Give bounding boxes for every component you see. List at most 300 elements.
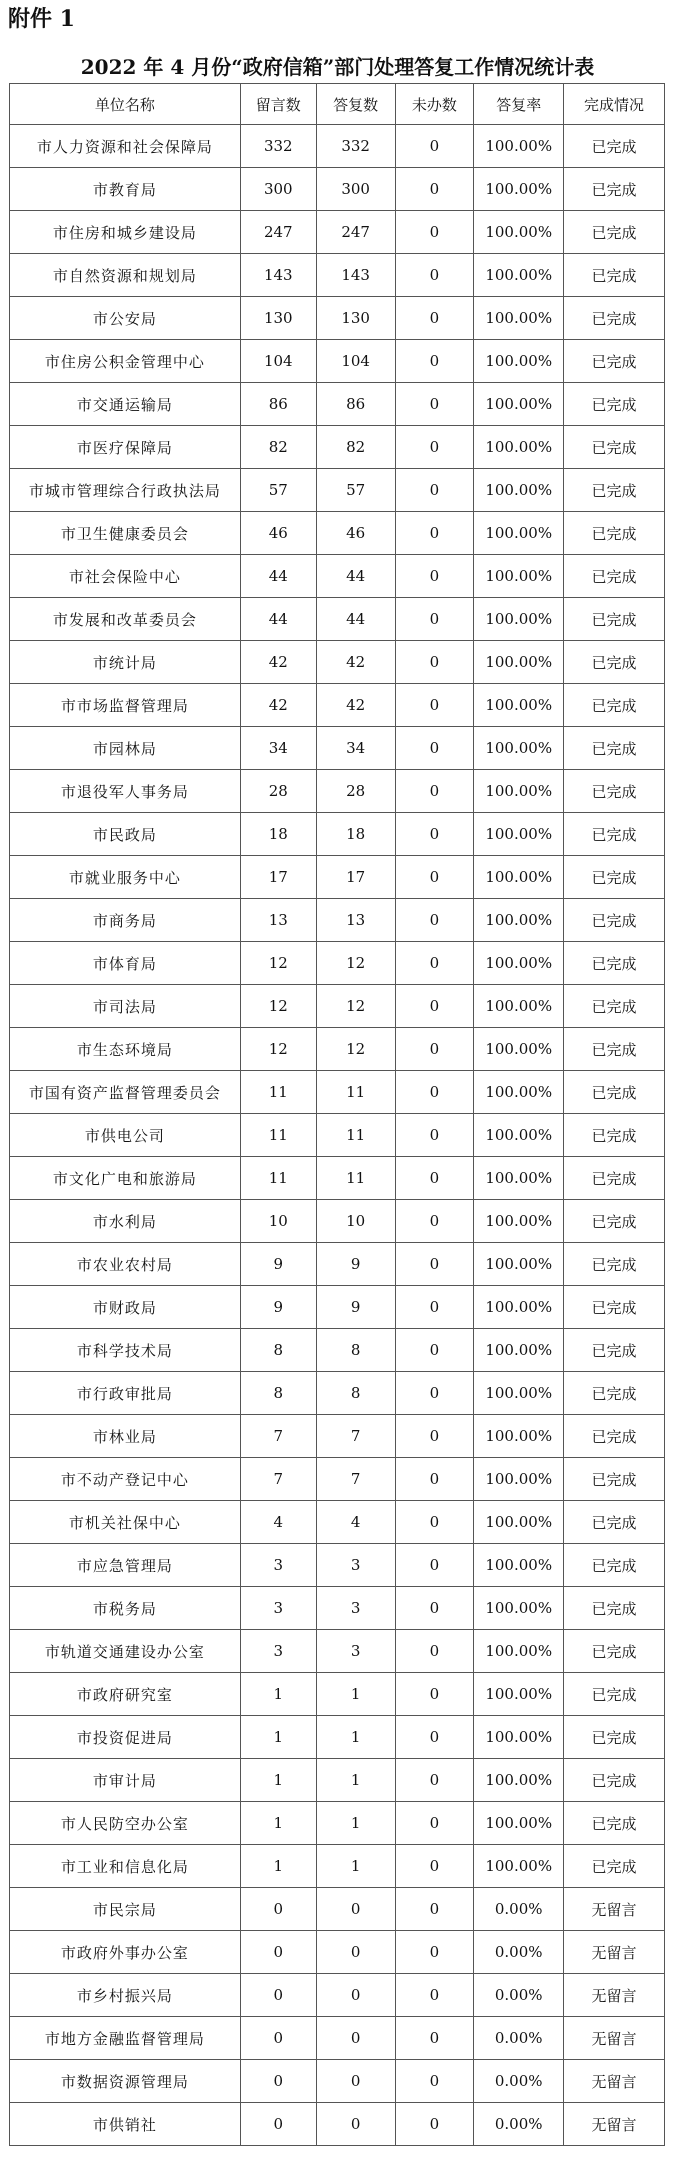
- unit-name-cell: 市审计局: [10, 1759, 241, 1802]
- table-row: [10, 1458, 665, 1501]
- completion-status-cell: 已完成: [564, 1845, 665, 1888]
- reply-rate-cell: 100.00%: [474, 469, 564, 512]
- reply-count-cell: 44: [316, 555, 395, 598]
- reply-rate-cell: 100.00%: [474, 340, 564, 383]
- table-row: [10, 1630, 665, 1673]
- reply-rate-cell: 100.00%: [474, 383, 564, 426]
- reply-count-cell: 82: [316, 426, 395, 469]
- unit-name-cell: 市不动产登记中心: [10, 1458, 241, 1501]
- reply-rate-cell: 100.00%: [474, 1845, 564, 1888]
- reply-count-cell: 1: [316, 1673, 395, 1716]
- unit-name-cell: 市住房公积金管理中心: [10, 340, 241, 383]
- table-row: [10, 1157, 665, 1200]
- table-row: [10, 1501, 665, 1544]
- completion-status-cell: 已完成: [564, 1071, 665, 1114]
- unit-name-cell: 市工业和信息化局: [10, 1845, 241, 1888]
- unit-name-cell: 市司法局: [10, 985, 241, 1028]
- message-count-cell: 42: [240, 641, 316, 684]
- pending-count-cell: 0: [395, 856, 474, 899]
- reply-rate-cell: 100.00%: [474, 1630, 564, 1673]
- reply-rate-cell: 100.00%: [474, 211, 564, 254]
- completion-status-cell: 无留言: [564, 1888, 665, 1931]
- completion-status-cell: 已完成: [564, 598, 665, 641]
- pending-count-cell: 0: [395, 555, 474, 598]
- reply-rate-cell: 100.00%: [474, 1759, 564, 1802]
- pending-count-cell: 0: [395, 1501, 474, 1544]
- completion-status-cell: 已完成: [564, 1243, 665, 1286]
- pending-count-cell: 0: [395, 512, 474, 555]
- reply-count-cell: 12: [316, 985, 395, 1028]
- message-count-cell: 8: [240, 1329, 316, 1372]
- message-count-cell: 300: [240, 168, 316, 211]
- message-count-cell: 130: [240, 297, 316, 340]
- table-row: [10, 1286, 665, 1329]
- reply-count-cell: 247: [316, 211, 395, 254]
- table-row: [10, 1716, 665, 1759]
- reply-rate-cell: 100.00%: [474, 1802, 564, 1845]
- pending-count-cell: 0: [395, 1458, 474, 1501]
- unit-name-cell: 市林业局: [10, 1415, 241, 1458]
- reply-rate-cell: 100.00%: [474, 1028, 564, 1071]
- pending-count-cell: 0: [395, 383, 474, 426]
- table-row: [10, 383, 665, 426]
- completion-status-cell: 已完成: [564, 125, 665, 168]
- pending-count-cell: 0: [395, 641, 474, 684]
- reply-count-cell: 11: [316, 1157, 395, 1200]
- completion-status-cell: 已完成: [564, 1200, 665, 1243]
- message-count-cell: 8: [240, 1372, 316, 1415]
- header-completion-status: 完成情况: [564, 84, 665, 125]
- reply-rate-cell: 100.00%: [474, 1071, 564, 1114]
- table-row: [10, 985, 665, 1028]
- reply-count-cell: 7: [316, 1415, 395, 1458]
- pending-count-cell: 0: [395, 1931, 474, 1974]
- unit-name-cell: 市乡村振兴局: [10, 1974, 241, 2017]
- unit-name-cell: 市应急管理局: [10, 1544, 241, 1587]
- completion-status-cell: 已完成: [564, 1802, 665, 1845]
- message-count-cell: 247: [240, 211, 316, 254]
- pending-count-cell: 0: [395, 1845, 474, 1888]
- reply-count-cell: 0: [316, 1888, 395, 1931]
- message-count-cell: 44: [240, 555, 316, 598]
- completion-status-cell: 已完成: [564, 1286, 665, 1329]
- message-count-cell: 9: [240, 1243, 316, 1286]
- reply-count-cell: 1: [316, 1759, 395, 1802]
- completion-status-cell: 已完成: [564, 899, 665, 942]
- reply-rate-cell: 100.00%: [474, 985, 564, 1028]
- reply-rate-cell: 100.00%: [474, 1200, 564, 1243]
- message-count-cell: 82: [240, 426, 316, 469]
- message-count-cell: 11: [240, 1157, 316, 1200]
- completion-status-cell: 已完成: [564, 254, 665, 297]
- reply-count-cell: 3: [316, 1587, 395, 1630]
- completion-status-cell: 已完成: [564, 1415, 665, 1458]
- reply-rate-cell: 100.00%: [474, 1716, 564, 1759]
- unit-name-cell: 市国有资产监督管理委员会: [10, 1071, 241, 1114]
- pending-count-cell: 0: [395, 1544, 474, 1587]
- reply-rate-cell: 100.00%: [474, 1243, 564, 1286]
- table-row: [10, 1673, 665, 1716]
- pending-count-cell: 0: [395, 598, 474, 641]
- table-row: [10, 1931, 665, 1974]
- reply-rate-cell: 100.00%: [474, 770, 564, 813]
- reply-count-cell: 18: [316, 813, 395, 856]
- reply-rate-cell: 100.00%: [474, 512, 564, 555]
- completion-status-cell: 已完成: [564, 727, 665, 770]
- header-reply-rate: 答复率: [474, 84, 564, 125]
- reply-count-cell: 9: [316, 1243, 395, 1286]
- message-count-cell: 0: [240, 2017, 316, 2060]
- table-row: [10, 1587, 665, 1630]
- reply-count-cell: 12: [316, 942, 395, 985]
- reply-rate-cell: 100.00%: [474, 254, 564, 297]
- table-row: [10, 1071, 665, 1114]
- unit-name-cell: 市轨道交通建设办公室: [10, 1630, 241, 1673]
- reply-count-cell: 332: [316, 125, 395, 168]
- pending-count-cell: 0: [395, 211, 474, 254]
- message-count-cell: 1: [240, 1716, 316, 1759]
- pending-count-cell: 0: [395, 1673, 474, 1716]
- completion-status-cell: 已完成: [564, 426, 665, 469]
- reply-count-cell: 34: [316, 727, 395, 770]
- reply-rate-cell: 100.00%: [474, 1587, 564, 1630]
- reply-rate-cell: 100.00%: [474, 684, 564, 727]
- unit-name-cell: 市医疗保障局: [10, 426, 241, 469]
- pending-count-cell: 0: [395, 168, 474, 211]
- pending-count-cell: 0: [395, 1028, 474, 1071]
- pending-count-cell: 0: [395, 1243, 474, 1286]
- message-count-cell: 46: [240, 512, 316, 555]
- reply-count-cell: 7: [316, 1458, 395, 1501]
- reply-rate-cell: 100.00%: [474, 1415, 564, 1458]
- table-row: [10, 555, 665, 598]
- reply-rate-cell: 100.00%: [474, 1544, 564, 1587]
- pending-count-cell: 0: [395, 125, 474, 168]
- reply-rate-cell: 0.00%: [474, 1888, 564, 1931]
- unit-name-cell: 市市场监督管理局: [10, 684, 241, 727]
- table-row: [10, 469, 665, 512]
- pending-count-cell: 0: [395, 1114, 474, 1157]
- pending-count-cell: 0: [395, 469, 474, 512]
- unit-name-cell: 市统计局: [10, 641, 241, 684]
- completion-status-cell: 已完成: [564, 1501, 665, 1544]
- reply-rate-cell: 100.00%: [474, 942, 564, 985]
- completion-status-cell: 已完成: [564, 1028, 665, 1071]
- table-row: [10, 727, 665, 770]
- message-count-cell: 7: [240, 1415, 316, 1458]
- header-unit-name: 单位名称: [10, 84, 241, 125]
- completion-status-cell: 已完成: [564, 856, 665, 899]
- message-count-cell: 44: [240, 598, 316, 641]
- unit-name-cell: 市自然资源和规划局: [10, 254, 241, 297]
- table-row: [10, 512, 665, 555]
- reply-count-cell: 300: [316, 168, 395, 211]
- pending-count-cell: 0: [395, 297, 474, 340]
- completion-status-cell: 已完成: [564, 942, 665, 985]
- unit-name-cell: 市园林局: [10, 727, 241, 770]
- message-count-cell: 1: [240, 1759, 316, 1802]
- reply-count-cell: 0: [316, 1931, 395, 1974]
- table-row: [10, 899, 665, 942]
- message-count-cell: 11: [240, 1114, 316, 1157]
- completion-status-cell: 已完成: [564, 383, 665, 426]
- message-count-cell: 18: [240, 813, 316, 856]
- table-row: [10, 1372, 665, 1415]
- unit-name-cell: 市就业服务中心: [10, 856, 241, 899]
- completion-status-cell: 已完成: [564, 512, 665, 555]
- unit-name-cell: 市水利局: [10, 1200, 241, 1243]
- unit-name-cell: 市生态环境局: [10, 1028, 241, 1071]
- reply-rate-cell: 100.00%: [474, 297, 564, 340]
- table-row: [10, 942, 665, 985]
- reply-count-cell: 11: [316, 1114, 395, 1157]
- reply-rate-cell: 100.00%: [474, 1673, 564, 1716]
- completion-status-cell: 已完成: [564, 469, 665, 512]
- message-count-cell: 42: [240, 684, 316, 727]
- unit-name-cell: 市民政局: [10, 813, 241, 856]
- unit-name-cell: 市社会保险中心: [10, 555, 241, 598]
- message-count-cell: 3: [240, 1587, 316, 1630]
- table-row: [10, 1888, 665, 1931]
- message-count-cell: 3: [240, 1630, 316, 1673]
- message-count-cell: 17: [240, 856, 316, 899]
- reply-rate-cell: 0.00%: [474, 2017, 564, 2060]
- unit-name-cell: 市交通运输局: [10, 383, 241, 426]
- message-count-cell: 12: [240, 942, 316, 985]
- reply-count-cell: 44: [316, 598, 395, 641]
- completion-status-cell: 已完成: [564, 1630, 665, 1673]
- unit-name-cell: 市发展和改革委员会: [10, 598, 241, 641]
- completion-status-cell: 已完成: [564, 1114, 665, 1157]
- completion-status-cell: 已完成: [564, 641, 665, 684]
- pending-count-cell: 0: [395, 340, 474, 383]
- pending-count-cell: 0: [395, 1372, 474, 1415]
- completion-status-cell: 已完成: [564, 1759, 665, 1802]
- unit-name-cell: 市税务局: [10, 1587, 241, 1630]
- pending-count-cell: 0: [395, 813, 474, 856]
- table-row: [10, 598, 665, 641]
- header-reply-count: 答复数: [316, 84, 395, 125]
- unit-name-cell: 市地方金融监督管理局: [10, 2017, 241, 2060]
- table-row: [10, 1845, 665, 1888]
- unit-name-cell: 市住房和城乡建设局: [10, 211, 241, 254]
- unit-name-cell: 市退役军人事务局: [10, 770, 241, 813]
- pending-count-cell: 0: [395, 254, 474, 297]
- table-row: [10, 168, 665, 211]
- pending-count-cell: 0: [395, 1630, 474, 1673]
- unit-name-cell: 市体育局: [10, 942, 241, 985]
- unit-name-cell: 市行政审批局: [10, 1372, 241, 1415]
- reply-rate-cell: 100.00%: [474, 1458, 564, 1501]
- reply-rate-cell: 100.00%: [474, 899, 564, 942]
- unit-name-cell: 市数据资源管理局: [10, 2060, 241, 2103]
- reply-rate-cell: 100.00%: [474, 1114, 564, 1157]
- message-count-cell: 10: [240, 1200, 316, 1243]
- reply-count-cell: 3: [316, 1630, 395, 1673]
- unit-name-cell: 市财政局: [10, 1286, 241, 1329]
- table-row: [10, 1243, 665, 1286]
- reply-count-cell: 143: [316, 254, 395, 297]
- reply-rate-cell: 100.00%: [474, 813, 564, 856]
- unit-name-cell: 市供电公司: [10, 1114, 241, 1157]
- pending-count-cell: 0: [395, 1587, 474, 1630]
- unit-name-cell: 市农业农村局: [10, 1243, 241, 1286]
- completion-status-cell: 无留言: [564, 2060, 665, 2103]
- pending-count-cell: 0: [395, 985, 474, 1028]
- pending-count-cell: 0: [395, 2103, 474, 2146]
- reply-count-cell: 0: [316, 2060, 395, 2103]
- table-row: [10, 2060, 665, 2103]
- reply-count-cell: 42: [316, 641, 395, 684]
- completion-status-cell: 已完成: [564, 211, 665, 254]
- message-count-cell: 332: [240, 125, 316, 168]
- reply-rate-cell: 100.00%: [474, 1286, 564, 1329]
- reply-count-cell: 12: [316, 1028, 395, 1071]
- reply-count-cell: 9: [316, 1286, 395, 1329]
- pending-count-cell: 0: [395, 1974, 474, 2017]
- completion-status-cell: 已完成: [564, 555, 665, 598]
- completion-status-cell: 已完成: [564, 1673, 665, 1716]
- message-count-cell: 3: [240, 1544, 316, 1587]
- pending-count-cell: 0: [395, 1071, 474, 1114]
- message-count-cell: 143: [240, 254, 316, 297]
- unit-name-cell: 市政府研究室: [10, 1673, 241, 1716]
- message-count-cell: 0: [240, 1931, 316, 1974]
- table-row: [10, 211, 665, 254]
- table-row: [10, 1028, 665, 1071]
- table-row: [10, 1415, 665, 1458]
- message-count-cell: 57: [240, 469, 316, 512]
- reply-count-cell: 42: [316, 684, 395, 727]
- unit-name-cell: 市科学技术局: [10, 1329, 241, 1372]
- completion-status-cell: 无留言: [564, 2103, 665, 2146]
- pending-count-cell: 0: [395, 770, 474, 813]
- unit-name-cell: 市机关社保中心: [10, 1501, 241, 1544]
- pending-count-cell: 0: [395, 1329, 474, 1372]
- table-row: [10, 125, 665, 168]
- table-row: [10, 1802, 665, 1845]
- reply-rate-cell: 100.00%: [474, 727, 564, 770]
- statistics-table: [9, 83, 665, 2146]
- table-row: [10, 856, 665, 899]
- table-row: [10, 1329, 665, 1372]
- reply-rate-cell: 100.00%: [474, 1372, 564, 1415]
- pending-count-cell: 0: [395, 727, 474, 770]
- message-count-cell: 0: [240, 2103, 316, 2146]
- message-count-cell: 7: [240, 1458, 316, 1501]
- completion-status-cell: 已完成: [564, 1544, 665, 1587]
- completion-status-cell: 已完成: [564, 1587, 665, 1630]
- table-row: [10, 297, 665, 340]
- unit-name-cell: 市人民防空办公室: [10, 1802, 241, 1845]
- completion-status-cell: 无留言: [564, 1974, 665, 2017]
- pending-count-cell: 0: [395, 2017, 474, 2060]
- completion-status-cell: 已完成: [564, 297, 665, 340]
- completion-status-cell: 已完成: [564, 1329, 665, 1372]
- reply-count-cell: 57: [316, 469, 395, 512]
- unit-name-cell: 市投资促进局: [10, 1716, 241, 1759]
- reply-count-cell: 46: [316, 512, 395, 555]
- pending-count-cell: 0: [395, 684, 474, 727]
- reply-count-cell: 8: [316, 1372, 395, 1415]
- completion-status-cell: 已完成: [564, 985, 665, 1028]
- unit-name-cell: 市政府外事办公室: [10, 1931, 241, 1974]
- reply-rate-cell: 100.00%: [474, 426, 564, 469]
- reply-count-cell: 28: [316, 770, 395, 813]
- table-row: [10, 1974, 665, 2017]
- message-count-cell: 1: [240, 1845, 316, 1888]
- reply-rate-cell: 100.00%: [474, 1157, 564, 1200]
- message-count-cell: 104: [240, 340, 316, 383]
- pending-count-cell: 0: [395, 1802, 474, 1845]
- message-count-cell: 12: [240, 1028, 316, 1071]
- message-count-cell: 4: [240, 1501, 316, 1544]
- completion-status-cell: 无留言: [564, 2017, 665, 2060]
- table-row: [10, 684, 665, 727]
- message-count-cell: 11: [240, 1071, 316, 1114]
- page-title: 2022 年 4 月份“政府信箱”部门处理答复工作情况统计表: [80, 55, 595, 79]
- pending-count-cell: 0: [395, 2060, 474, 2103]
- unit-name-cell: 市城市管理综合行政执法局: [10, 469, 241, 512]
- completion-status-cell: 已完成: [564, 770, 665, 813]
- reply-count-cell: 8: [316, 1329, 395, 1372]
- message-count-cell: 34: [240, 727, 316, 770]
- reply-rate-cell: 100.00%: [474, 641, 564, 684]
- unit-name-cell: 市商务局: [10, 899, 241, 942]
- reply-count-cell: 3: [316, 1544, 395, 1587]
- table-row: [10, 641, 665, 684]
- table-header-row: [10, 84, 665, 125]
- pending-count-cell: 0: [395, 1888, 474, 1931]
- reply-rate-cell: 100.00%: [474, 168, 564, 211]
- pending-count-cell: 0: [395, 1157, 474, 1200]
- reply-count-cell: 4: [316, 1501, 395, 1544]
- unit-name-cell: 市卫生健康委员会: [10, 512, 241, 555]
- reply-rate-cell: 0.00%: [474, 1931, 564, 1974]
- reply-rate-cell: 100.00%: [474, 125, 564, 168]
- message-count-cell: 13: [240, 899, 316, 942]
- reply-rate-cell: 100.00%: [474, 598, 564, 641]
- completion-status-cell: 无留言: [564, 1931, 665, 1974]
- completion-status-cell: 已完成: [564, 1372, 665, 1415]
- message-count-cell: 9: [240, 1286, 316, 1329]
- reply-count-cell: 17: [316, 856, 395, 899]
- unit-name-cell: 市教育局: [10, 168, 241, 211]
- completion-status-cell: 已完成: [564, 1458, 665, 1501]
- reply-count-cell: 0: [316, 2103, 395, 2146]
- pending-count-cell: 0: [395, 1415, 474, 1458]
- table-row: [10, 1200, 665, 1243]
- completion-status-cell: 已完成: [564, 1716, 665, 1759]
- reply-rate-cell: 0.00%: [474, 2103, 564, 2146]
- message-count-cell: 12: [240, 985, 316, 1028]
- reply-rate-cell: 0.00%: [474, 1974, 564, 2017]
- table-row: [10, 2103, 665, 2146]
- unit-name-cell: 市供销社: [10, 2103, 241, 2146]
- reply-count-cell: 0: [316, 2017, 395, 2060]
- message-count-cell: 1: [240, 1802, 316, 1845]
- reply-rate-cell: 0.00%: [474, 2060, 564, 2103]
- reply-rate-cell: 100.00%: [474, 856, 564, 899]
- reply-count-cell: 11: [316, 1071, 395, 1114]
- table-row: [10, 254, 665, 297]
- message-count-cell: 86: [240, 383, 316, 426]
- reply-count-cell: 130: [316, 297, 395, 340]
- header-pending-count: 未办数: [395, 84, 474, 125]
- reply-count-cell: 1: [316, 1845, 395, 1888]
- reply-rate-cell: 100.00%: [474, 1501, 564, 1544]
- reply-count-cell: 10: [316, 1200, 395, 1243]
